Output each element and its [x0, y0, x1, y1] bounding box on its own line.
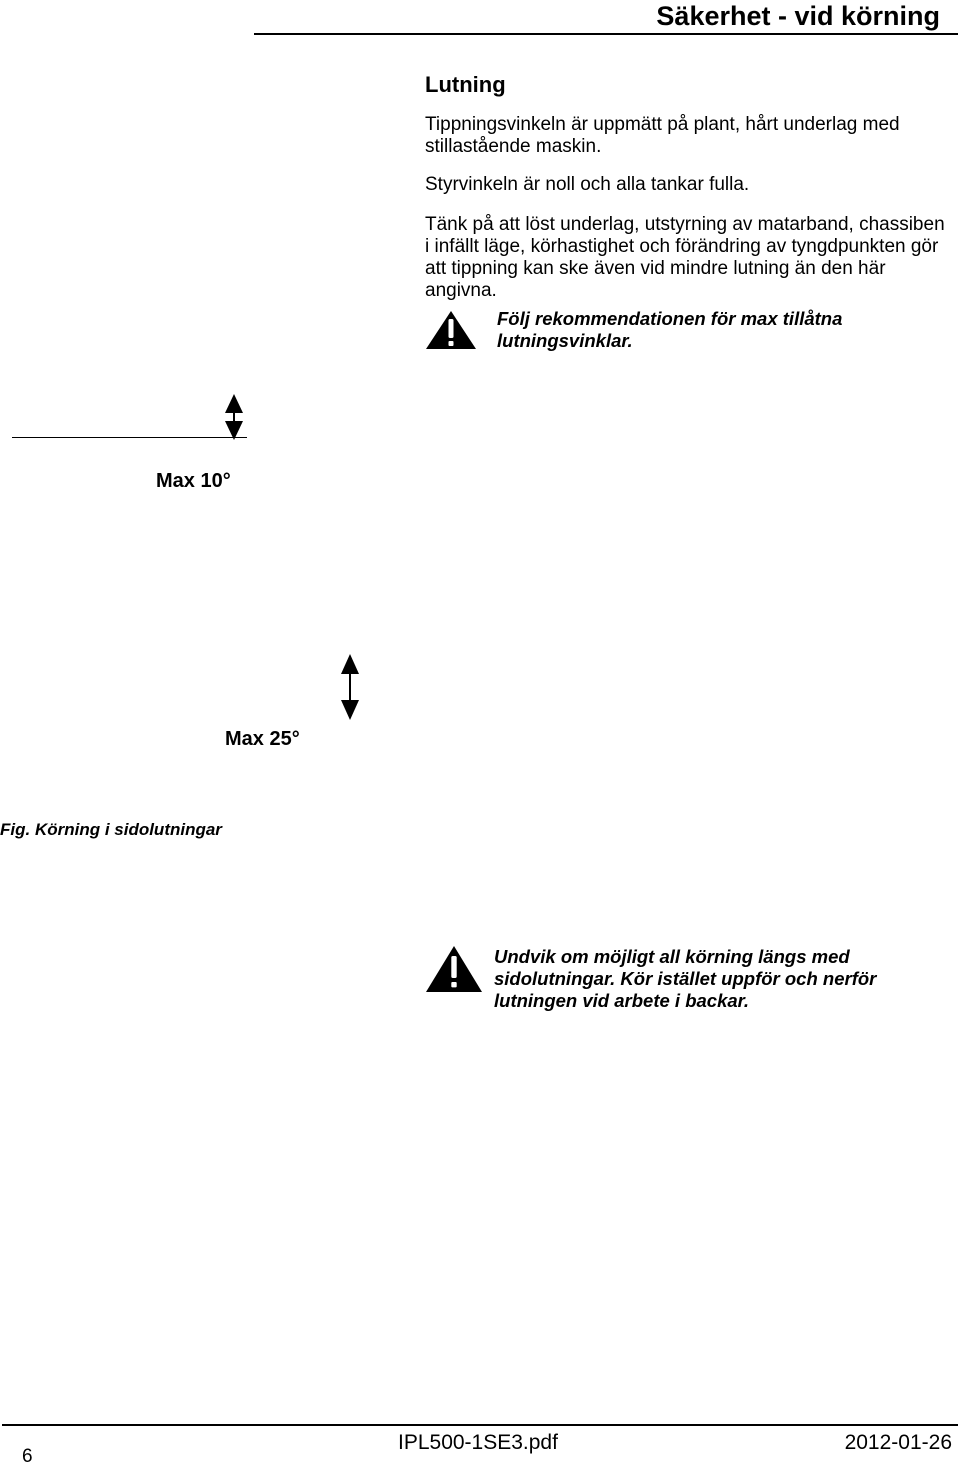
warning-text-side-slopes: Undvik om möjligt all körning längs med sidolutningar. Kör istället uppför och nerför lutningen vid arbete i backar.: [494, 946, 877, 1011]
header-divider: [254, 33, 958, 35]
double-arrow-icon: [340, 654, 360, 720]
footer-date: 2012-01-26: [844, 1431, 952, 1454]
warning-triangle-icon: [425, 945, 483, 993]
paragraph-ground-conditions: Tänk på att löst underlag, utstyrning av matarband, chassiben i infällt läge, körhastighet och förändring av tyngdpunkten gör att tippning kan ske även vid mindre lutning än den här angivna.: [425, 214, 945, 301]
double-arrow-icon: [224, 394, 244, 440]
figure-caption: Fig. Körning i sidolutningar: [0, 820, 222, 839]
paragraph-steering-angle: Styrvinkeln är noll och alla tankar fulla.: [425, 174, 750, 195]
paragraph-tipping-angle: Tippningsvinkeln är uppmätt på plant, hårt underlag med stillastående maskin.: [425, 114, 900, 157]
page-header-title: Säkerhet - vid körning: [656, 1, 940, 31]
footer-divider: [2, 1424, 958, 1426]
ground-line: [12, 437, 247, 438]
max-angle-label-25: Max 25°: [225, 728, 300, 750]
warning-text-slope-angles: Följ rekommendationen för max tillåtna lutningsvinklar.: [497, 308, 843, 351]
warning-triangle-icon: [425, 310, 477, 350]
section-heading: Lutning: [425, 72, 506, 97]
max-angle-label-10: Max 10°: [156, 470, 231, 492]
footer-file-name: IPL500-1SE3.pdf: [398, 1431, 558, 1454]
page-number: 6: [22, 1446, 33, 1467]
